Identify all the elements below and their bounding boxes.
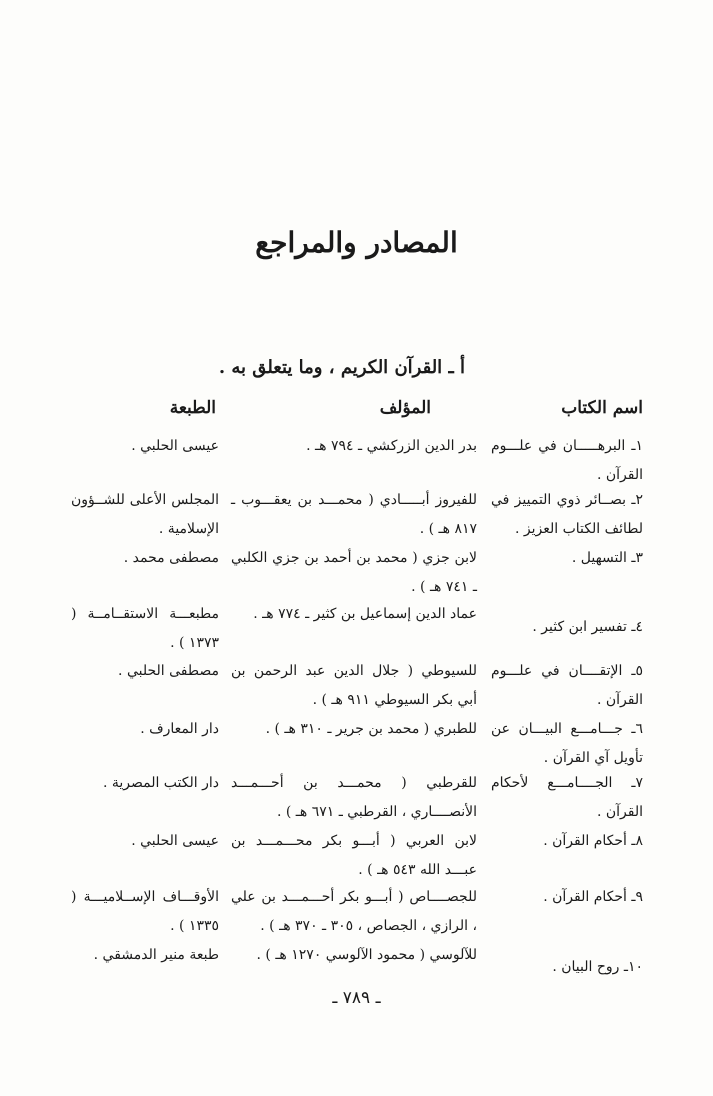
entry-author: للسيوطي ( جلال الدين عبد الرحمن بن أبي بكر السيوطي ٩١١ هـ ) . (231, 663, 477, 708)
entry-book: ٥ـ الإتقــــان في علـــوم القرآن . (491, 663, 643, 708)
reference-entry (0, 883, 713, 941)
entry-author: لابن العربي ( أبـــو بكر محـــمـــد بن عبـــد الله ٥٤٣ هـ ) . (231, 833, 477, 878)
page-title: المصادر والمراجع (255, 226, 458, 259)
entry-author: للطبري ( محمد بن جرير ـ ٣١٠ هـ ) . (265, 721, 477, 737)
entry-edition: مصطفى محمد . (123, 550, 219, 566)
entry-author: للجصــــاص ( أبـــو بكر أحـــمـــد بن علي ، الرازي ، الجصاص ، ٣٠٥ ـ ٣٧٠ هـ ) . (231, 889, 477, 934)
entry-author: عماد الدين إسماعيل بن كثير ـ ٧٧٤ هـ . (253, 606, 477, 622)
reference-entry (0, 486, 713, 544)
entry-edition: دار الكتب المصرية . (102, 775, 219, 791)
entry-book: ٤ـ تفسير ابن كثير . (532, 619, 643, 635)
reference-entry (0, 941, 713, 981)
entry-book: ٦ـ جـــامـــع البيـــان عن تأويل آي القرآن . (491, 721, 643, 766)
entry-edition: مطبعـــة الاستقــامــة ( ١٣٧٣ ) . (71, 606, 219, 651)
reference-entry (0, 769, 713, 827)
column-header-author: المؤلف (379, 398, 431, 418)
entry-edition: طبعة منير الدمشقي . (93, 947, 219, 963)
entry-author: للفيروز أبـــــادي ( محمـــد بن يعقـــوب ـ ٨١٧ هـ ) . (231, 492, 477, 537)
section-heading: أ ـ القرآن الكريم ، وما يتعلق به . (218, 357, 465, 378)
reference-entry (0, 432, 713, 486)
column-header-edition: الطبعة (169, 398, 216, 418)
reference-entry (0, 600, 713, 657)
reference-entry (0, 544, 713, 600)
entry-edition: دار المعارف . (140, 721, 219, 737)
reference-entry (0, 827, 713, 883)
entry-book: ٨ـ أحكام القرآن . (543, 833, 643, 849)
entry-edition: الأوقـــاف الإســلاميـــة ( ١٣٣٥ ) . (71, 889, 219, 934)
page-number: ـ ٧٨٩ ـ (332, 988, 381, 1008)
entry-author: لابن جزي ( محمد بن أحمد بن جزي الكلبي ـ ٧٤١ هـ ) . (231, 550, 477, 595)
reference-entry (0, 657, 713, 715)
entry-author: بدر الدين الزركشي ـ ٧٩٤ هـ . (306, 438, 477, 454)
entry-edition: مصطفى الحلبي . (118, 663, 219, 679)
entry-edition: عيسى الحلبي . (131, 438, 219, 454)
reference-list (0, 432, 713, 981)
entry-book: ١ـ البرهـــــان في علـــوم القرآن . (491, 438, 643, 483)
entry-book: ٢ـ بصــائر ذوي التمييز في لطائف الكتاب العزيز . (491, 492, 643, 537)
reference-entry (0, 715, 713, 769)
entry-author: للآلوسي ( محمود الآلوسي ١٢٧٠ هـ ) . (256, 947, 477, 963)
entry-edition: المجلس الأعلى للشــؤون الإسلامية . (71, 492, 219, 537)
entry-author: للقرطبي ( محمـــد بن أحـــمـــد الأنصــــاري ، القرطبي ـ ٦٧١ هـ ) . (231, 775, 477, 820)
entry-edition: عيسى الحلبي . (131, 833, 219, 849)
entry-book: ١٠ـ روح البيان . (552, 959, 643, 975)
entry-book: ٧ـ الجــــامـــع لأحكام القرآن . (491, 775, 643, 820)
entry-book: ٣ـ التسهيل . (571, 550, 643, 566)
column-header-book: اسم الكتاب (561, 398, 643, 418)
entry-book: ٩ـ أحكام القرآن . (543, 889, 643, 905)
